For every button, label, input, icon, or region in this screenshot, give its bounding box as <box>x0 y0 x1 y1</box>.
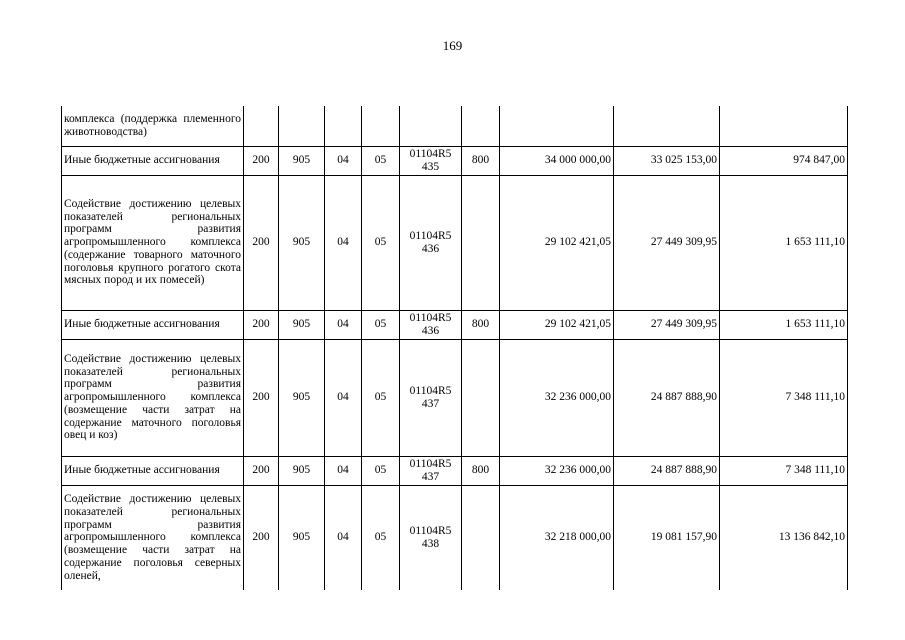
cell-amount-actual <box>614 106 720 146</box>
cell-expense-type <box>462 339 500 456</box>
budget-table <box>61 106 848 590</box>
cell-section: 04 <box>325 456 362 485</box>
cell-amount-diff: 13 136 842,10 <box>720 485 848 590</box>
cell-amount-plan: 32 236 000,00 <box>500 456 614 485</box>
cell-section <box>325 106 362 146</box>
cell-amount-actual: 24 887 888,90 <box>614 339 720 456</box>
cell-amount-diff: 7 348 111,10 <box>720 456 848 485</box>
cell-amount-diff: 1 653 111,10 <box>720 175 848 310</box>
cell-subsection: 05 <box>362 456 400 485</box>
cell-expense-type <box>462 175 500 310</box>
cell-amount-actual: 27 449 309,95 <box>614 175 720 310</box>
cell-subsection: 05 <box>362 485 400 590</box>
cell-expense-type: 800 <box>462 456 500 485</box>
table-row <box>62 106 848 146</box>
cell-amount-plan: 29 102 421,05 <box>500 310 614 339</box>
table-row <box>62 146 848 175</box>
cell-admin: 200 <box>244 456 279 485</box>
cell-expense-type: 800 <box>462 146 500 175</box>
cell-target-code: 01104R5 438 <box>400 485 462 590</box>
table-row <box>62 456 848 485</box>
cell-section: 04 <box>325 310 362 339</box>
table-row <box>62 485 848 590</box>
cell-ministry: 905 <box>279 175 325 310</box>
cell-expense-type <box>462 106 500 146</box>
cell-amount-plan: 32 218 000,00 <box>500 485 614 590</box>
cell-section: 04 <box>325 339 362 456</box>
table-row <box>62 339 848 456</box>
cell-admin <box>244 106 279 146</box>
cell-ministry: 905 <box>279 339 325 456</box>
cell-target-code <box>400 106 462 146</box>
cell-target-code: 01104R5 436 <box>400 175 462 310</box>
cell-admin: 200 <box>244 175 279 310</box>
row-name: Иные бюджетные ассигнования <box>62 146 244 175</box>
cell-admin: 200 <box>244 146 279 175</box>
cell-amount-actual: 33 025 153,00 <box>614 146 720 175</box>
cell-ministry: 905 <box>279 485 325 590</box>
row-name: комплекса (поддержка племенного животноводства) <box>62 106 244 146</box>
cell-ministry <box>279 106 325 146</box>
cell-amount-diff: 1 653 111,10 <box>720 310 848 339</box>
cell-amount-plan: 34 000 000,00 <box>500 146 614 175</box>
row-name: Иные бюджетные ассигнования <box>62 456 244 485</box>
cell-target-code: 01104R5 437 <box>400 339 462 456</box>
cell-admin: 200 <box>244 339 279 456</box>
table-row <box>62 310 848 339</box>
cell-amount-diff: 7 348 111,10 <box>720 339 848 456</box>
cell-target-code: 01104R5 435 <box>400 146 462 175</box>
cell-amount-actual: 19 081 157,90 <box>614 485 720 590</box>
cell-amount-plan: 32 236 000,00 <box>500 339 614 456</box>
cell-amount-plan <box>500 106 614 146</box>
row-name: Содействие достижению целевых показателей региональных программ развития агропромышленного комплекса (возмещение части затрат на содержание поголовья северных оленей, <box>62 485 244 590</box>
cell-expense-type <box>462 485 500 590</box>
cell-amount-diff <box>720 106 848 146</box>
cell-section: 04 <box>325 175 362 310</box>
cell-amount-actual: 27 449 309,95 <box>614 310 720 339</box>
cell-subsection: 05 <box>362 175 400 310</box>
row-name: Содействие достижению целевых показателей региональных программ развития агропромышленного комплекса (возмещение части затрат на содержание маточного поголовья овец и коз) <box>62 339 244 456</box>
table-row <box>62 175 848 310</box>
row-name: Иные бюджетные ассигнования <box>62 310 244 339</box>
cell-ministry: 905 <box>279 146 325 175</box>
cell-subsection <box>362 106 400 146</box>
cell-amount-diff: 974 847,00 <box>720 146 848 175</box>
cell-section: 04 <box>325 146 362 175</box>
cell-amount-plan: 29 102 421,05 <box>500 175 614 310</box>
cell-target-code: 01104R5 436 <box>400 310 462 339</box>
cell-ministry: 905 <box>279 456 325 485</box>
cell-subsection: 05 <box>362 310 400 339</box>
cell-subsection: 05 <box>362 146 400 175</box>
cell-subsection: 05 <box>362 339 400 456</box>
row-name: Содействие достижению целевых показателей региональных программ развития агропромышленного комплекса (содержание товарного маточного поголовья крупного рогатого скота мясных пород и их помесей) <box>62 175 244 310</box>
cell-ministry: 905 <box>279 310 325 339</box>
page-number: 169 <box>442 38 463 53</box>
cell-target-code: 01104R5 437 <box>400 456 462 485</box>
cell-section: 04 <box>325 485 362 590</box>
cell-admin: 200 <box>244 485 279 590</box>
cell-admin: 200 <box>244 310 279 339</box>
cell-expense-type: 800 <box>462 310 500 339</box>
cell-amount-actual: 24 887 888,90 <box>614 456 720 485</box>
